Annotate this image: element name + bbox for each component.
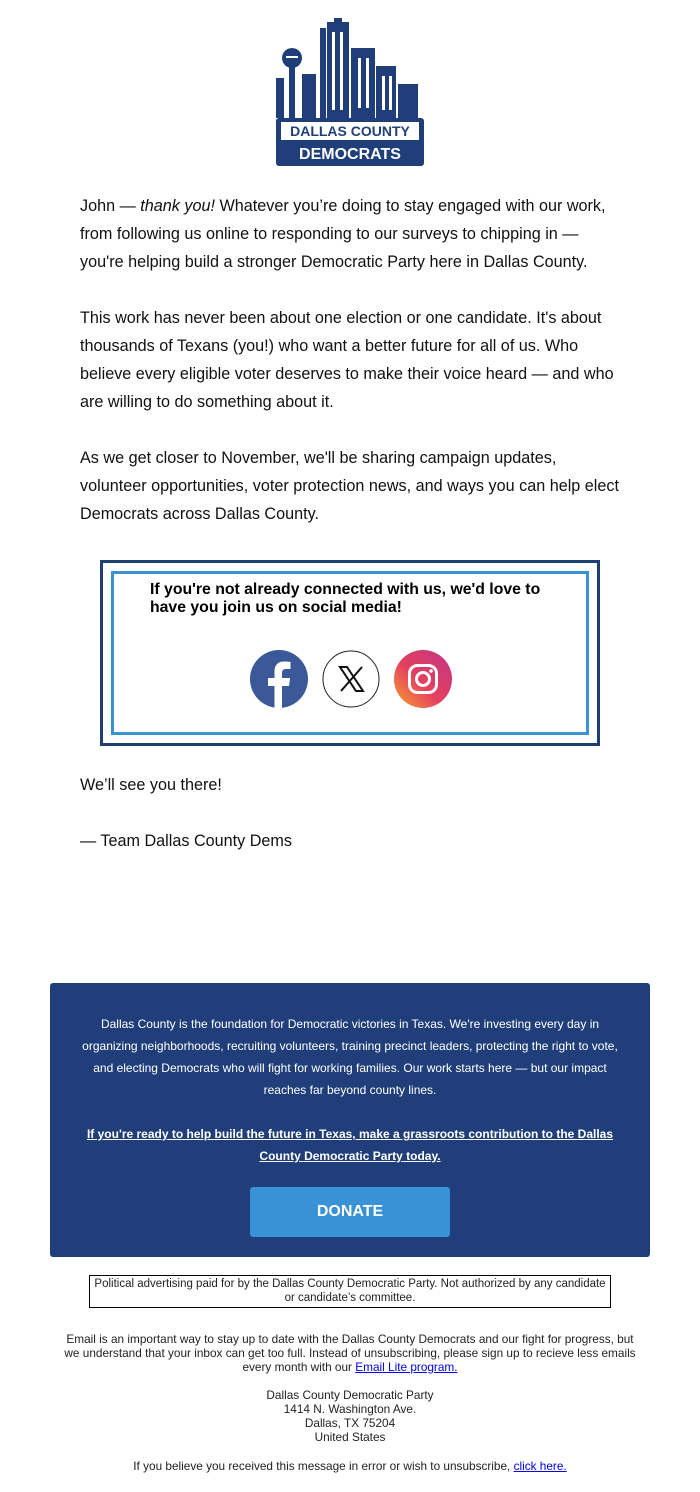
donate-section (50, 983, 650, 1257)
social-media-box (100, 560, 600, 746)
x-icon[interactable] (322, 650, 380, 708)
paragraph-mission: This work has never been about one election or one candidate. It's about thousands of Texans (you!) who want a better future for all of us. Who believe every eligible voter deserves to make their voice heard — and who are willing to do something about it. (80, 309, 614, 411)
address-city: Dallas, TX 75204 (304, 1416, 396, 1430)
dallas-county-democrats-logo (272, 18, 428, 168)
mailing-address (60, 1388, 640, 1444)
facebook-icon[interactable] (250, 650, 308, 708)
address-country: United States (314, 1430, 386, 1444)
address-org: Dallas County Democratic Party (266, 1388, 434, 1402)
contribution-link[interactable]: If you're ready to help build the future in Texas, make a grassroots contribution to the Dallas County Democratic Party today. (86, 1127, 614, 1163)
footer-description: Dallas County is the foundation for Democratic victories in Texas. We're investing every day in organizing neighborhoods, recruiting volunteers, training precinct leaders, protecting the right to vote, and electing Democrats who will fight for working families. Our work starts here — but our impact reaches far beyond county lines. (82, 1017, 618, 1097)
paragraph-thank-you-b: Whatever you’re doing to stay engaged with our work, from following us online to responding to our surveys to chipping in — you're helping build a stronger Democratic Party here in Dallas County. (80, 197, 606, 271)
paid-for-disclaimer: Political advertising paid for by the Dallas County Democratic Party. Not authorized by any candidate or candidate’s committee. (89, 1275, 611, 1308)
paragraph-thank-you (80, 192, 625, 276)
logo-line2: DEMOCRATS (299, 146, 401, 163)
logo-line1: DALLAS COUNTY (290, 123, 410, 139)
unsubscribe-link[interactable]: click here. (513, 1459, 567, 1473)
closing-line: We’ll see you there! (80, 776, 222, 794)
instagram-icon[interactable] (394, 650, 452, 708)
unsubscribe-notice (60, 1459, 640, 1473)
email-lite-text: Email is an important way to stay up to date with the Dallas County Democrats and our fight for progress, but we understand that your inbox can get too full. Instead of unsubscribing, please sign up to recieve less emails every month with our (64, 1332, 636, 1374)
paragraph-thank-you-em: thank you! (140, 197, 215, 215)
address-street: 1414 N. Washington Ave. (283, 1402, 417, 1416)
email-lite-link[interactable]: Email Lite program. (355, 1360, 458, 1374)
paragraph-november: As we get closer to November, we'll be sharing campaign updates, volunteer opportunities, voter protection news, and ways you can help elect Democrats across Dallas County. (80, 449, 620, 523)
paragraph-thank-you-a: John — (80, 197, 141, 215)
unsubscribe-text: If you believe you received this message in error or wish to unsubscribe, (133, 1459, 514, 1473)
social-heading: If you're not already connected with us, we'd love to have you join us on social media! (150, 581, 541, 616)
email-lite-notice (60, 1332, 640, 1374)
donate-button[interactable]: DONATE (250, 1187, 450, 1237)
signature: — Team Dallas County Dems (80, 832, 293, 850)
social-media-box-inner (111, 571, 589, 735)
